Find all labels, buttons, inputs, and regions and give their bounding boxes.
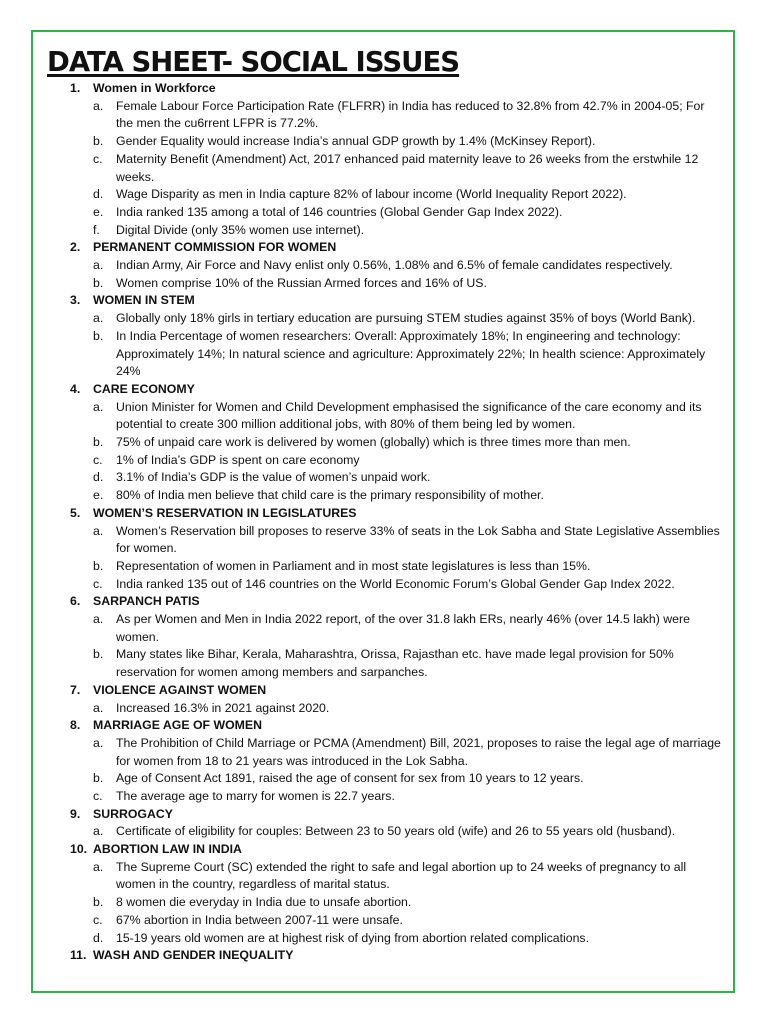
- section-number: 3.: [70, 293, 81, 308]
- list-item: [0, 558, 768, 576]
- list-item: [0, 186, 768, 204]
- section-heading-text: WASH AND GENDER INEQUALITY: [93, 948, 294, 963]
- list-item-text: Certificate of eligibility for couples: Between 23 to 50 years old (wife) and 26 to 55 years old (husband).: [116, 824, 676, 839]
- section: [0, 292, 768, 381]
- list-item-text: 67% abortion in India between 2007-11 were unsafe.: [116, 912, 403, 927]
- list-item: [0, 310, 768, 328]
- section: [0, 947, 768, 965]
- section-heading: [0, 841, 768, 859]
- list-item: [0, 328, 768, 381]
- section-number: 4.: [70, 381, 81, 396]
- list-item: [0, 275, 768, 293]
- list-item: [0, 788, 768, 806]
- section-heading-text: CARE ECONOMY: [93, 381, 195, 396]
- section-heading: [0, 239, 768, 257]
- list-item-text: Maternity Benefit (Amendment) Act, 2017 enhanced paid maternity leave to 26 weeks from the erstwhile 12 weeks.: [116, 151, 699, 184]
- list-item: [0, 204, 768, 222]
- list-item-letter: e.: [93, 488, 104, 503]
- list-item-text: The Supreme Court (SC) extended the right to safe and legal abortion up to 24 weeks of pregnancy to all women in the country, regardless of marital status.: [116, 859, 687, 892]
- list-item-text: The Prohibition of Child Marriage or PCMA (Amendment) Bill, 2021, proposes to raise the legal age of marriage for women from 18 to 21 years was introduced in the Lok Sabha.: [116, 735, 721, 768]
- list-item-text: 75% of unpaid care work is delivered by women (globally) which is three times more than men.: [116, 435, 631, 449]
- section-number: 1.: [70, 81, 81, 95]
- list-item: [0, 611, 768, 646]
- list-item: [0, 930, 768, 948]
- list-item-letter: a.: [93, 258, 104, 272]
- list-item: [0, 523, 768, 558]
- list-item: [0, 151, 768, 186]
- list-item: [0, 222, 768, 240]
- section-heading: [0, 806, 768, 824]
- list-item-letter: d.: [93, 187, 104, 202]
- list-item-text: 15-19 years old women are at highest risk of dying from abortion related complications.: [116, 930, 589, 945]
- list-item-letter: a.: [93, 735, 104, 750]
- list-item-letter: a.: [93, 98, 104, 113]
- section: [0, 682, 768, 717]
- section-heading-text: SARPANCH PATIS: [93, 594, 200, 609]
- list-item-letter: b.: [93, 435, 104, 449]
- list-item-letter: b.: [93, 771, 104, 786]
- list-item-letter: c.: [93, 789, 103, 803]
- section-heading: [0, 292, 768, 310]
- list-item: [0, 912, 768, 930]
- list-item-text: 80% of India men believe that child care is the primary responsibility of mother.: [116, 488, 544, 503]
- section: [0, 80, 768, 239]
- list-item-letter: c.: [93, 452, 103, 467]
- section-number: 6.: [70, 594, 81, 609]
- list-item-text: Female Labour Force Participation Rate (FLFRR) in India has reduced to 32.8% from 42.7% in 2004-05; For the men the cu6rrent LFPR is 77.2%.: [116, 98, 705, 131]
- list-item-letter: e.: [93, 204, 104, 219]
- list-item: [0, 133, 768, 151]
- list-item-letter: b.: [93, 558, 104, 573]
- list-item: [0, 469, 768, 487]
- section-number: 11.: [70, 948, 87, 963]
- list-item-text: Union Minister for Women and Child Development emphasised the significance of the care economy and its potential to create 300 million additional jobs, with 80% of them being led by women.: [116, 399, 702, 432]
- list-item-text: Digital Divide (only 35% women use internet).: [116, 222, 365, 237]
- list-item-letter: d.: [93, 470, 104, 485]
- section-heading: [0, 505, 768, 523]
- section: [0, 505, 768, 594]
- section-heading-text: VIOLENCE AGAINST WOMEN: [93, 682, 267, 697]
- list-item-text: 3.1% of India’s GDP is the value of women’s unpaid work.: [116, 470, 431, 485]
- list-item-letter: a.: [93, 311, 104, 326]
- section-heading-text: ABORTION LAW IN INDIA: [93, 842, 242, 857]
- page-title: DATA SHEET- SOCIAL ISSUES: [47, 46, 460, 78]
- list-item: [0, 452, 768, 470]
- list-item: [0, 487, 768, 505]
- section-number: 9.: [70, 806, 81, 821]
- list-item: [0, 859, 768, 894]
- list-item: [0, 770, 768, 788]
- section: [0, 841, 768, 947]
- list-item-text: Increased 16.3% in 2021 against 2020.: [116, 700, 330, 715]
- list-item-letter: b.: [93, 134, 104, 149]
- list-item: [0, 823, 768, 841]
- section-number: 2.: [70, 240, 81, 255]
- section-number: 10.: [70, 842, 88, 857]
- list-item-letter: f.: [93, 222, 100, 237]
- list-item-letter: a.: [93, 859, 104, 874]
- list-item-letter: b.: [93, 647, 104, 662]
- list-item: [0, 576, 768, 594]
- section-heading: [0, 593, 768, 611]
- section-heading-text: PERMANENT COMMISSION FOR WOMEN: [93, 240, 337, 255]
- section-heading: [0, 717, 768, 735]
- section-number: 5.: [70, 505, 81, 520]
- list-item-text: Age of Consent Act 1891, raised the age of consent for sex from 10 years to 12 years.: [116, 771, 584, 786]
- list-item-text: Globally only 18% girls in tertiary education are pursuing STEM studies against 35% of boys (World Bank).: [116, 311, 696, 326]
- list-item-letter: a.: [93, 399, 104, 414]
- section-heading-text: SURROGACY: [93, 806, 173, 821]
- list-item-letter: a.: [93, 824, 104, 839]
- list-item-text: Gender Equality would increase India’s annual GDP growth by 1.4% (McKinsey Report).: [116, 134, 596, 149]
- list-item: [0, 399, 768, 434]
- list-item: [0, 646, 768, 681]
- list-item-text: In India Percentage of women researchers: Overall: Approximately 18%; In engineering and technology: Approximately 14%; In natural science and agriculture: Approximately 22%; In health science: Approximately 24%: [116, 328, 706, 379]
- list-item-text: 8 women die everyday in India due to unsafe abortion.: [116, 895, 412, 910]
- list-item-text: Many states like Bihar, Kerala, Maharashtra, Orissa, Rajasthan etc. have made legal provision for 50% reservation for women among members and sarpanches.: [116, 647, 674, 680]
- list-item-letter: b.: [93, 328, 104, 343]
- data-sheet-list: [0, 80, 768, 965]
- list-item-text: 1% of India’s GDP is spent on care economy: [116, 452, 360, 467]
- list-item-letter: b.: [93, 895, 104, 910]
- list-item-text: Wage Disparity as men in India capture 82% of labour income (World Inequality Report 2022).: [116, 187, 627, 202]
- list-item-letter: a.: [93, 700, 104, 715]
- section-heading-text: WOMEN’S RESERVATION IN LEGISLATURES: [93, 505, 357, 520]
- list-item-text: The average age to marry for women is 22.7 years.: [116, 789, 395, 803]
- section-heading-text: Women in Workforce: [93, 81, 216, 95]
- section: [0, 593, 768, 682]
- list-item: [0, 434, 768, 452]
- list-item-text: Women’s Reservation bill proposes to reserve 33% of seats in the Lok Sabha and State Legislative Assemblies for women.: [116, 523, 720, 556]
- list-item: [0, 700, 768, 718]
- list-item-text: Indian Army, Air Force and Navy enlist only 0.56%, 1.08% and 6.5% of female candidates respectively.: [116, 258, 673, 272]
- list-item-letter: c.: [93, 576, 103, 591]
- section: [0, 239, 768, 292]
- section-heading: [0, 80, 768, 98]
- section-heading-text: WOMEN IN STEM: [93, 293, 195, 308]
- list-item-text: India ranked 135 out of 146 countries on the World Economic Forum’s Global Gender Gap Index 2022.: [116, 576, 675, 591]
- list-item-letter: d.: [93, 930, 104, 945]
- section: [0, 806, 768, 841]
- list-item-text: Representation of women in Parliament and in most state legislatures is less than 15%.: [116, 558, 591, 573]
- section-heading: [0, 947, 768, 965]
- list-item-letter: a.: [93, 523, 104, 538]
- list-item-text: Women comprise 10% of the Russian Armed forces and 16% of US.: [116, 275, 487, 290]
- section: [0, 717, 768, 806]
- list-item-letter: b.: [93, 275, 104, 290]
- section-number: 7.: [70, 682, 81, 697]
- list-item-text: As per Women and Men in India 2022 report, of the over 31.8 lakh ERs, nearly 46% (over 14.5 lakh) were women.: [116, 612, 690, 644]
- list-item-letter: a.: [93, 612, 104, 626]
- list-item: [0, 98, 768, 133]
- section-heading: [0, 381, 768, 399]
- section-heading-text: MARRIAGE AGE OF WOMEN: [93, 718, 262, 733]
- section-number: 8.: [70, 718, 81, 733]
- list-item-text: India ranked 135 among a total of 146 countries (Global Gender Gap Index 2022).: [116, 204, 563, 219]
- list-item-letter: c.: [93, 151, 103, 166]
- list-item: [0, 894, 768, 912]
- list-item: [0, 735, 768, 770]
- section-heading: [0, 682, 768, 700]
- list-item: [0, 257, 768, 275]
- section: [0, 381, 768, 505]
- list-item-letter: c.: [93, 912, 103, 927]
